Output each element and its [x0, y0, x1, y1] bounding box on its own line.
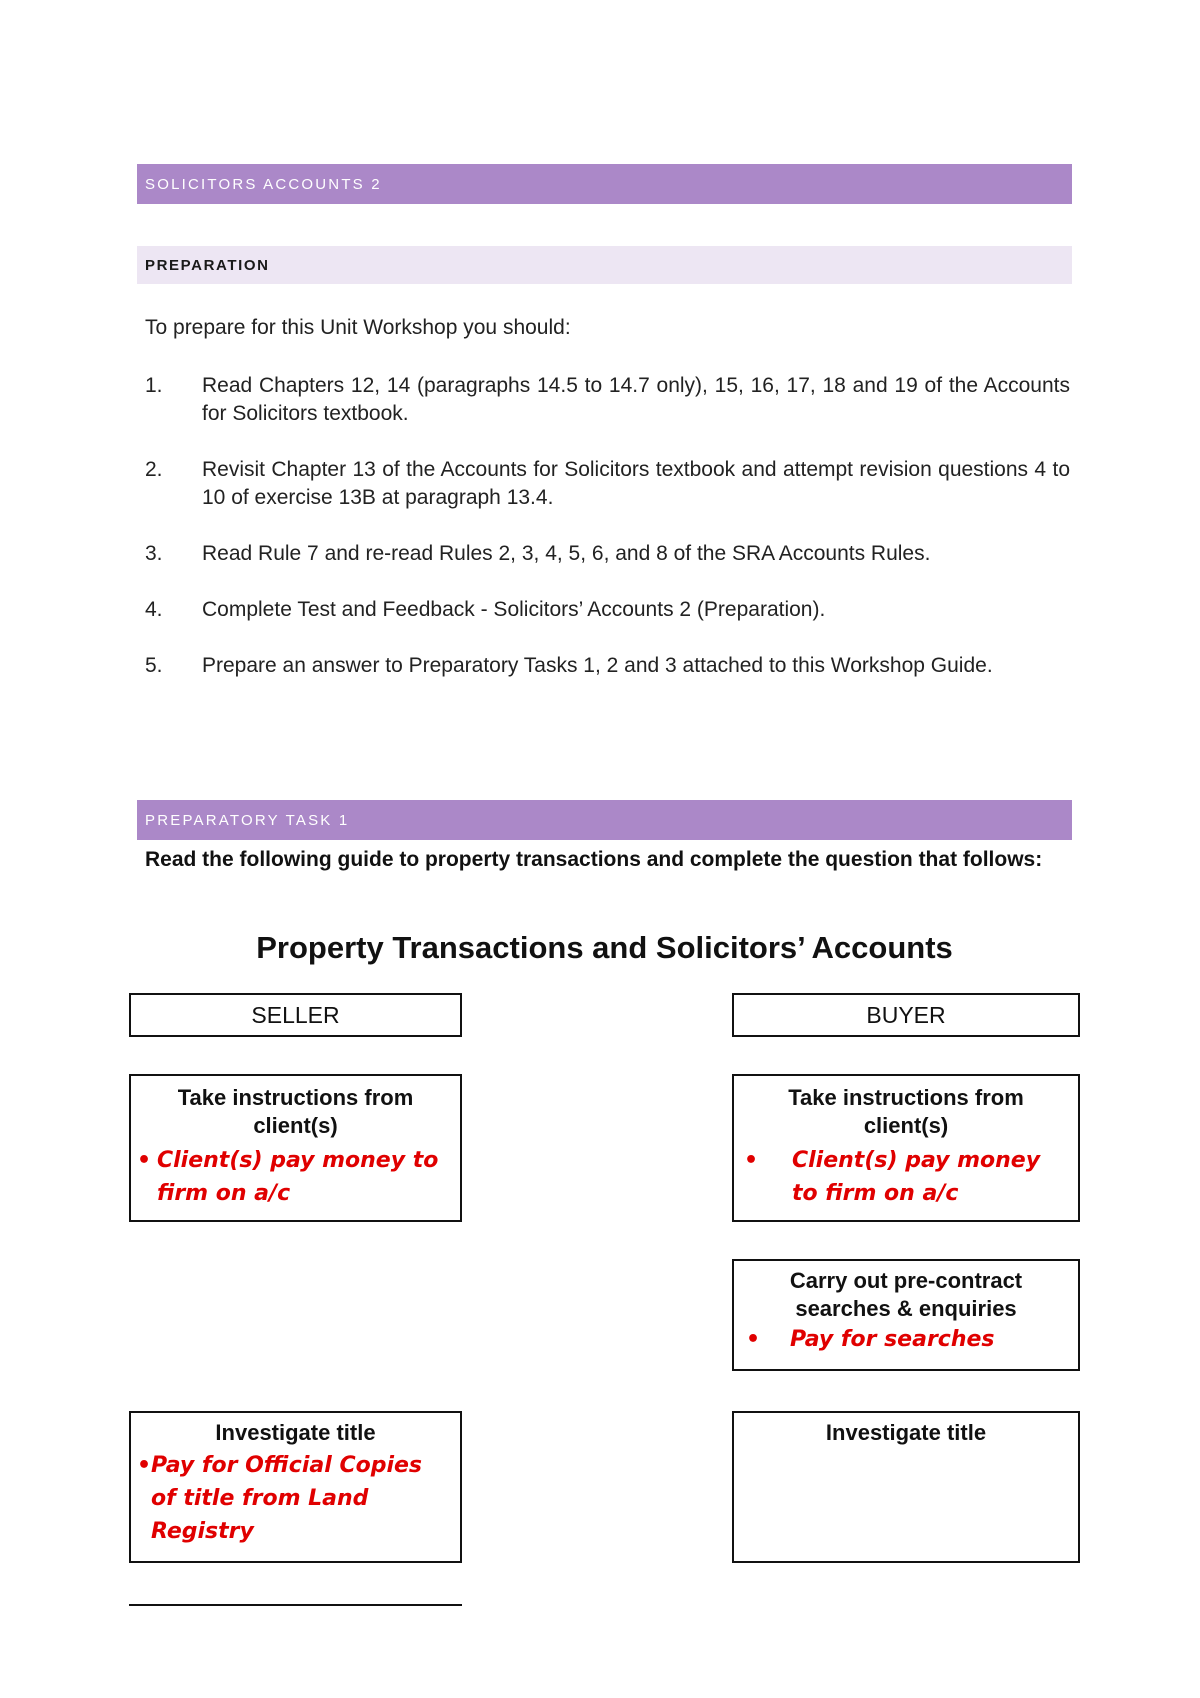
buyer-instructions-bullets: [734, 1144, 1078, 1210]
seller-instructions-box: [129, 1074, 462, 1222]
seller-title-box: [129, 1411, 462, 1563]
preparation-heading: PREPARATION: [145, 256, 270, 274]
document-title-banner: [137, 164, 1072, 204]
buyer-title-heading: Investigate title: [825, 1420, 987, 1445]
seller-title-note: Pay for Official Copies of title from Land Registry: [151, 1453, 423, 1544]
diagram-heading: Property Transactions and Solicitors’ Accounts: [256, 930, 953, 965]
step-item: [145, 652, 1070, 680]
task1-banner: [137, 800, 1072, 840]
bullet-dot: •: [137, 1148, 152, 1173]
step-number: 4.: [145, 598, 163, 621]
task-instruction: Read the following guide to property transactions and complete the question that follows:: [145, 848, 1043, 871]
step-number: 5.: [145, 654, 163, 677]
step-text: Read Rule 7 and re-read Rules 2, 3, 4, 5, 6, and 8 of the SRA Accounts Rules.: [202, 542, 931, 565]
buyer-instructions-box: [732, 1074, 1080, 1222]
seller-label: SELLER: [251, 1001, 340, 1028]
seller-instructions-title: Take instructions from client(s): [177, 1085, 414, 1138]
seller-title-heading: Investigate title: [215, 1420, 376, 1445]
step-text: Read Chapters 12, 14 (paragraphs 14.5 to 14.7 only), 15, 16, 17, 18 and 19 of the Accounts for Solicitors textbook.: [202, 374, 1070, 425]
step-number: 2.: [145, 458, 163, 481]
buyer-title-box: [732, 1411, 1080, 1563]
bullet-item: [137, 1144, 450, 1210]
seller-title-bullets: [131, 1449, 460, 1548]
bullet-item: [746, 1323, 1068, 1356]
seller-instructions-bullets: [131, 1144, 460, 1210]
preparation-steps: [145, 372, 1070, 708]
step-item: [145, 456, 1070, 512]
intro-text: To prepare for this Unit Workshop you should:: [145, 316, 571, 339]
buyer-instructions-note: Client(s) pay money to firm on a/c: [792, 1148, 1041, 1206]
buyer-instructions-title: Take instructions from client(s): [788, 1085, 1024, 1138]
section-divider: [129, 1604, 462, 1606]
buyer-searches-title: Carry out pre-contract searches & enquiries: [789, 1268, 1023, 1321]
buyer-label: BUYER: [866, 1001, 946, 1028]
bullet-item: [744, 1144, 1068, 1210]
bullet-dot: •: [744, 1148, 759, 1173]
bullet-dot: •: [137, 1453, 152, 1478]
bullet-item: [137, 1449, 452, 1548]
buyer-searches-box: [732, 1259, 1080, 1371]
seller-header: [129, 993, 462, 1037]
bullet-dot: •: [746, 1327, 761, 1352]
task1-heading: PREPARATORY TASK 1: [145, 811, 350, 829]
step-number: 3.: [145, 542, 163, 565]
preparation-banner: [137, 246, 1072, 284]
document-title: SOLICITORS ACCOUNTS 2: [145, 175, 382, 193]
buyer-header: [732, 993, 1080, 1037]
buyer-searches-note: Pay for searches: [790, 1327, 995, 1352]
step-item: [145, 540, 1070, 568]
seller-instructions-note: Client(s) pay money to firm on a/c: [157, 1148, 439, 1206]
step-text: Prepare an answer to Preparatory Tasks 1, 2 and 3 attached to this Workshop Guide.: [202, 654, 993, 677]
step-text: Revisit Chapter 13 of the Accounts for Solicitors textbook and attempt revision questions 4 to 10 of exercise 13B at paragraph 13.4.: [202, 458, 1070, 509]
step-text: Complete Test and Feedback - Solicitors’ Accounts 2 (Preparation).: [202, 598, 826, 621]
step-item: [145, 372, 1070, 428]
step-number: 1.: [145, 374, 163, 397]
buyer-searches-bullets: [734, 1323, 1078, 1356]
step-item: [145, 596, 1070, 624]
